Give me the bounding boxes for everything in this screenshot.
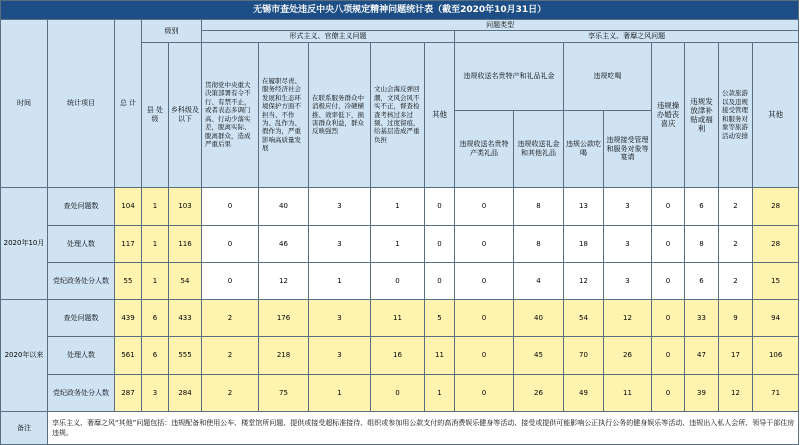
row-value: 28 [753,187,799,225]
row-item-label: 查处问题数 [48,187,115,225]
row-value: 2 [719,262,753,299]
table-row [1,299,799,336]
row-value: 0 [455,187,514,225]
row-value: 0 [202,225,259,262]
row-value: 75 [259,374,309,411]
hedonism-col-travel: 公款旅游以及违规接受管理和服务对象等旅游活动安排 [719,42,753,187]
row-value: 6 [685,262,719,299]
row-value: 17 [719,336,753,374]
row-item-label: 党纪政务处分人数 [48,374,115,411]
level-header: 级别 [142,20,202,43]
row-value: 0 [202,187,259,225]
row-value: 0 [455,262,514,299]
row-value: 49 [564,374,604,411]
row-value: 11 [371,299,425,336]
row-value: 54 [564,299,604,336]
row-value: 3 [309,299,371,336]
row-value: 26 [604,336,652,374]
row-county: 1 [142,225,169,262]
row-value: 3 [604,262,652,299]
row-total: 117 [115,225,142,262]
formalism-col-4: 文山会海反弹回潮，文风会风不实不正，督查检查考核过多过频、过度留痕，给基层造成严重负担 [371,42,425,187]
note-text: 享乐主义、奢靡之风“其他”问题包括：违规配备和使用公车、楼堂馆所问题、提供或接受超标准接待、组织或参加用公款支付的高消费娱乐健身等活动、接受或提供可能影响公正执行公务的健身娱乐等活动、违规出入私人会所、领导干部住房违规。 [48,411,799,444]
row-value: 218 [259,336,309,374]
row-county: 1 [142,187,169,225]
row-value: 0 [371,374,425,411]
row-value: 13 [564,187,604,225]
row-township: 555 [169,336,202,374]
hedonism-group-header: 享乐主义、奢靡之风问题 [455,31,799,42]
table-row [1,336,799,374]
row-item-label: 查处问题数 [48,299,115,336]
row-total: 439 [115,299,142,336]
row-value: 6 [685,187,719,225]
row-value: 3 [309,336,371,374]
row-value: 71 [753,374,799,411]
row-county: 3 [142,374,169,411]
row-item-label: 处理人数 [48,225,115,262]
gift-group-header: 违规收送名贵特产和礼品礼金 [455,42,564,110]
table-row [1,374,799,411]
row-value: 15 [753,262,799,299]
row-value: 47 [685,336,719,374]
row-value: 0 [652,336,685,374]
row-value: 16 [371,336,425,374]
row-value: 5 [425,299,455,336]
row-value: 0 [202,262,259,299]
row-value: 9 [719,299,753,336]
row-value: 0 [425,225,455,262]
row-total: 561 [115,336,142,374]
row-county: 1 [142,262,169,299]
row-value: 11 [425,336,455,374]
time-header: 时间 [1,20,48,188]
row-value: 4 [514,262,564,299]
row-value: 0 [425,187,455,225]
row-value: 0 [652,299,685,336]
dining-col-public: 违规公款吃喝 [564,110,604,187]
row-item-label: 处理人数 [48,336,115,374]
row-value: 39 [685,374,719,411]
row-value: 46 [259,225,309,262]
table-title: 无锡市查处违反中央八项规定精神问题统计表（截至2020年10月31日） [1,1,799,20]
row-value: 2 [202,299,259,336]
row-value: 3 [604,187,652,225]
hedonism-col-wedding: 违规操办婚丧喜庆 [652,42,685,187]
hedonism-col-allowance: 违规发放津补贴或福利 [685,42,719,187]
row-county: 6 [142,336,169,374]
formalism-group-header: 形式主义、官僚主义问题 [202,31,455,42]
row-value: 94 [753,299,799,336]
row-value: 12 [564,262,604,299]
gift-col-cash: 违规收送礼金和其他礼品 [514,110,564,187]
row-value: 2 [202,336,259,374]
row-value: 3 [309,225,371,262]
row-value: 0 [652,225,685,262]
row-value: 0 [652,262,685,299]
row-value: 176 [259,299,309,336]
row-value: 0 [425,262,455,299]
dining-col-banquet: 违规接受管理和服务对象等宴请 [604,110,652,187]
period-label: 2020年以来 [1,299,48,411]
row-value: 0 [455,336,514,374]
problem-type-header: 问题类型 [202,20,799,31]
row-item-label: 党纪政务处分人数 [48,262,115,299]
row-total: 104 [115,187,142,225]
row-value: 33 [685,299,719,336]
row-township: 116 [169,225,202,262]
row-total: 287 [115,374,142,411]
row-value: 3 [309,187,371,225]
row-value: 0 [371,262,425,299]
row-value: 70 [564,336,604,374]
row-value: 0 [652,374,685,411]
row-value: 18 [564,225,604,262]
total-header: 总 计 [115,20,142,188]
row-value: 1 [425,374,455,411]
row-value: 8 [514,187,564,225]
row-value: 0 [455,374,514,411]
formalism-col-other: 其他 [425,42,455,187]
row-value: 12 [719,374,753,411]
row-value: 2 [719,225,753,262]
hedonism-col-other: 其他 [753,42,799,187]
township-below-header: 乡科级及以下 [169,42,202,187]
row-value: 45 [514,336,564,374]
period-label: 2020年10月 [1,187,48,299]
formalism-col-3: 在联系服务群众中消极应付、冷硬横推、效率低下，损害群众利益，群众反映强烈 [309,42,371,187]
row-county: 6 [142,299,169,336]
row-township: 284 [169,374,202,411]
row-value: 12 [604,299,652,336]
dining-group-header: 违规吃喝 [564,42,652,110]
row-value: 1 [309,374,371,411]
row-value: 1 [371,187,425,225]
row-value: 12 [259,262,309,299]
row-township: 433 [169,299,202,336]
row-value: 2 [202,374,259,411]
row-value: 11 [604,374,652,411]
table-row [1,262,799,299]
gift-col-specialty: 违规收送名贵特产类礼品 [455,110,514,187]
row-total: 55 [115,262,142,299]
row-value: 2 [719,187,753,225]
table-row [1,225,799,262]
row-value: 0 [455,225,514,262]
note-label: 备注 [1,411,48,444]
row-value: 28 [753,225,799,262]
row-value: 8 [514,225,564,262]
row-value: 1 [371,225,425,262]
row-value: 8 [685,225,719,262]
formalism-col-1: 贯彻党中央重大决策部署有令不行、有禁不止，或者表态多调门高、行动少落实差，脱离实际、脱离群众，造成严重后果 [202,42,259,187]
row-township: 103 [169,187,202,225]
row-value: 0 [652,187,685,225]
table-row [1,187,799,225]
row-value: 40 [259,187,309,225]
row-value: 40 [514,299,564,336]
row-township: 54 [169,262,202,299]
row-value: 0 [455,299,514,336]
row-value: 106 [753,336,799,374]
row-value: 1 [309,262,371,299]
above-county-header: 县 处级 [142,42,169,187]
row-value: 26 [514,374,564,411]
row-value: 3 [604,225,652,262]
formalism-col-2: 在履职尽责、服务经济社会发展和生态环境保护方面不担当、不作为、乱作为、假作为，严重影响高质量发展 [259,42,309,187]
item-header: 统计项目 [48,20,115,188]
